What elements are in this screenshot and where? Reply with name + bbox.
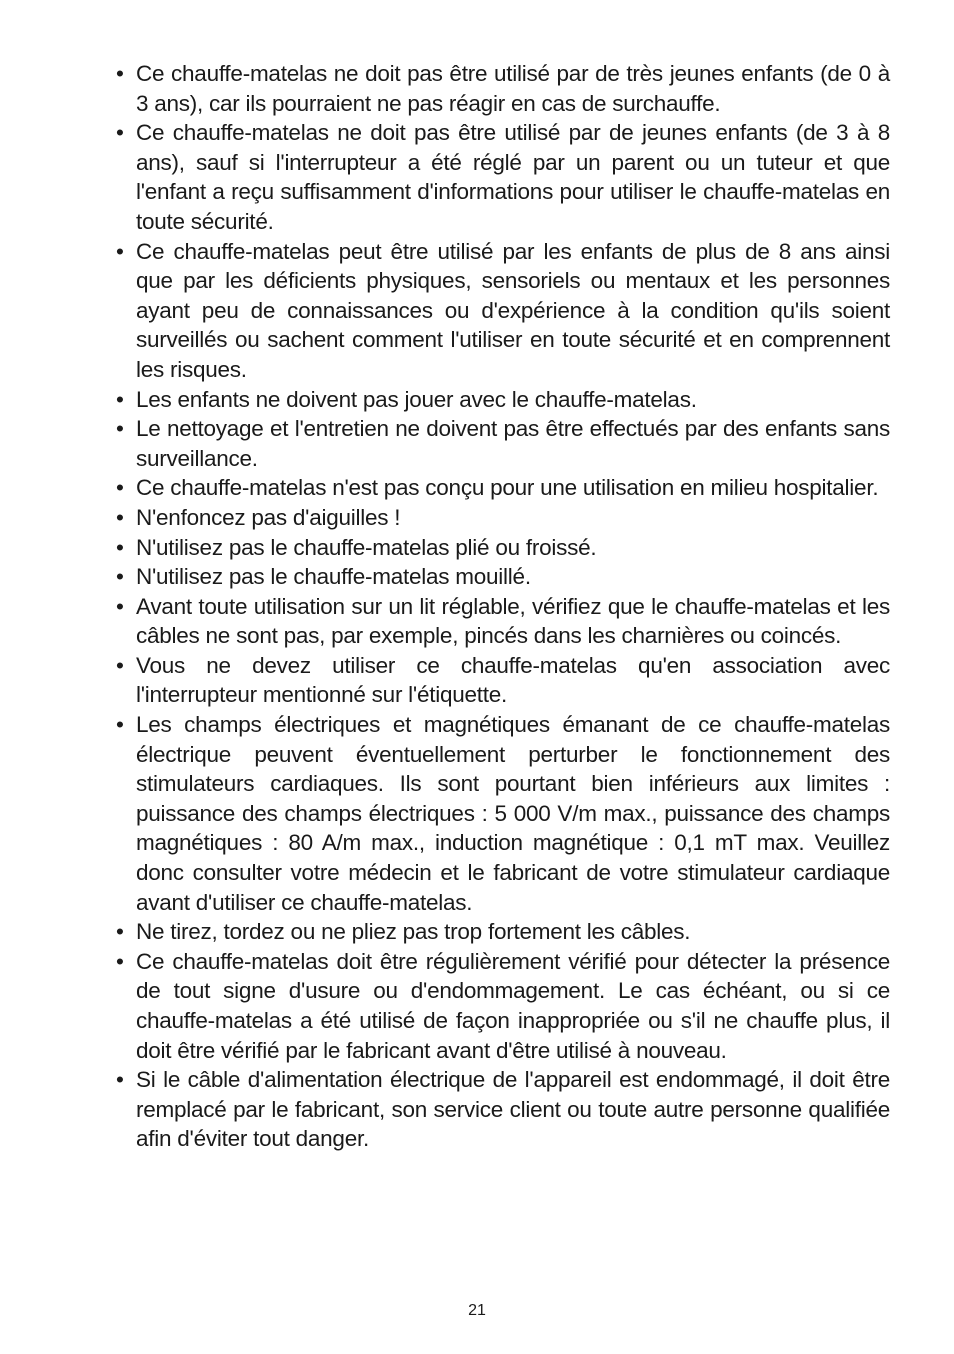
list-item: • N'utilisez pas le chauffe-matelas mouillé. <box>116 562 890 592</box>
list-item: • Ce chauffe-matelas ne doit pas être utilisé par de très jeunes enfants (de 0 à 3 ans), car ils pourraient ne pas réagir en cas de surchauffe. <box>116 59 890 118</box>
list-item: • Avant toute utilisation sur un lit réglable, vérifiez que le chauffe-matelas et les câbles ne sont pas, par exemple, pincés dans les charnières ou coincés. <box>116 592 890 651</box>
list-item: • Les enfants ne doivent pas jouer avec le chauffe-matelas. <box>116 385 890 415</box>
list-item: • Les champs électriques et magnétiques émanant de ce chauffe-matelas électrique peuvent éventuellement perturber le fonctionnement des stimulateurs cardiaques. Ils sont pourtant bien inférieurs aux limites : puissance des champs électriques : 5 000 V/m max., puissance des champs magnétiques : 80 A/m max., induction magnétique : 0,1 mT max. Veuillez donc consulter votre médecin et le fabricant de votre stimulateur cardiaque avant d'utiliser ce chauffe-matelas. <box>116 710 890 917</box>
list-item: • N'utilisez pas le chauffe-matelas plié ou froissé. <box>116 533 890 563</box>
list-item: • Ce chauffe-matelas ne doit pas être utilisé par de jeunes enfants (de 3 à 8 ans), sauf si l'interrupteur a été réglé par un parent ou un tuteur et que l'enfant a reçu suffisamment d'informations pour utiliser le chauffe-matelas en toute sécurité. <box>116 118 890 236</box>
list-item: • Ne tirez, tordez ou ne pliez pas trop fortement les câbles. <box>116 917 890 947</box>
list-item: • Vous ne devez utiliser ce chauffe-matelas qu'en association avec l'interrupteur mentionné sur l'étiquette. <box>116 651 890 710</box>
list-item: • Ce chauffe-matelas peut être utilisé par les enfants de plus de 8 ans ainsi que par les déficients physiques, sensoriels ou mentaux et les personnes ayant peu de connaissances ou d'expérience à la condition qu'ils soient surveillés ou sachent comment l'utiliser en toute sécurité et en comprennent les risques. <box>116 237 890 385</box>
safety-instructions-list <box>116 59 890 1154</box>
list-item: • N'enfoncez pas d'aiguilles ! <box>116 503 890 533</box>
list-item: • Ce chauffe-matelas n'est pas conçu pour une utilisation en milieu hospitalier. <box>116 473 890 503</box>
page-number: 21 <box>468 1302 486 1319</box>
list-item: • Ce chauffe-matelas doit être régulièrement vérifié pour détecter la présence de tout signe d'usure ou d'endommagement. Le cas échéant, ou si ce chauffe-matelas a été utilisé de façon inappropriée ou s'il ne chauffe plus, il doit être vérifié par le fabricant avant d'être utilisé à nouveau. <box>116 947 890 1065</box>
list-item: • Si le câble d'alimentation électrique de l'appareil est endommagé, il doit être remplacé par le fabricant, son service client ou toute autre personne qualifiée afin d'éviter tout danger. <box>116 1065 890 1154</box>
page-content <box>116 59 890 1154</box>
list-item: • Le nettoyage et l'entretien ne doivent pas être effectués par des enfants sans surveillance. <box>116 414 890 473</box>
